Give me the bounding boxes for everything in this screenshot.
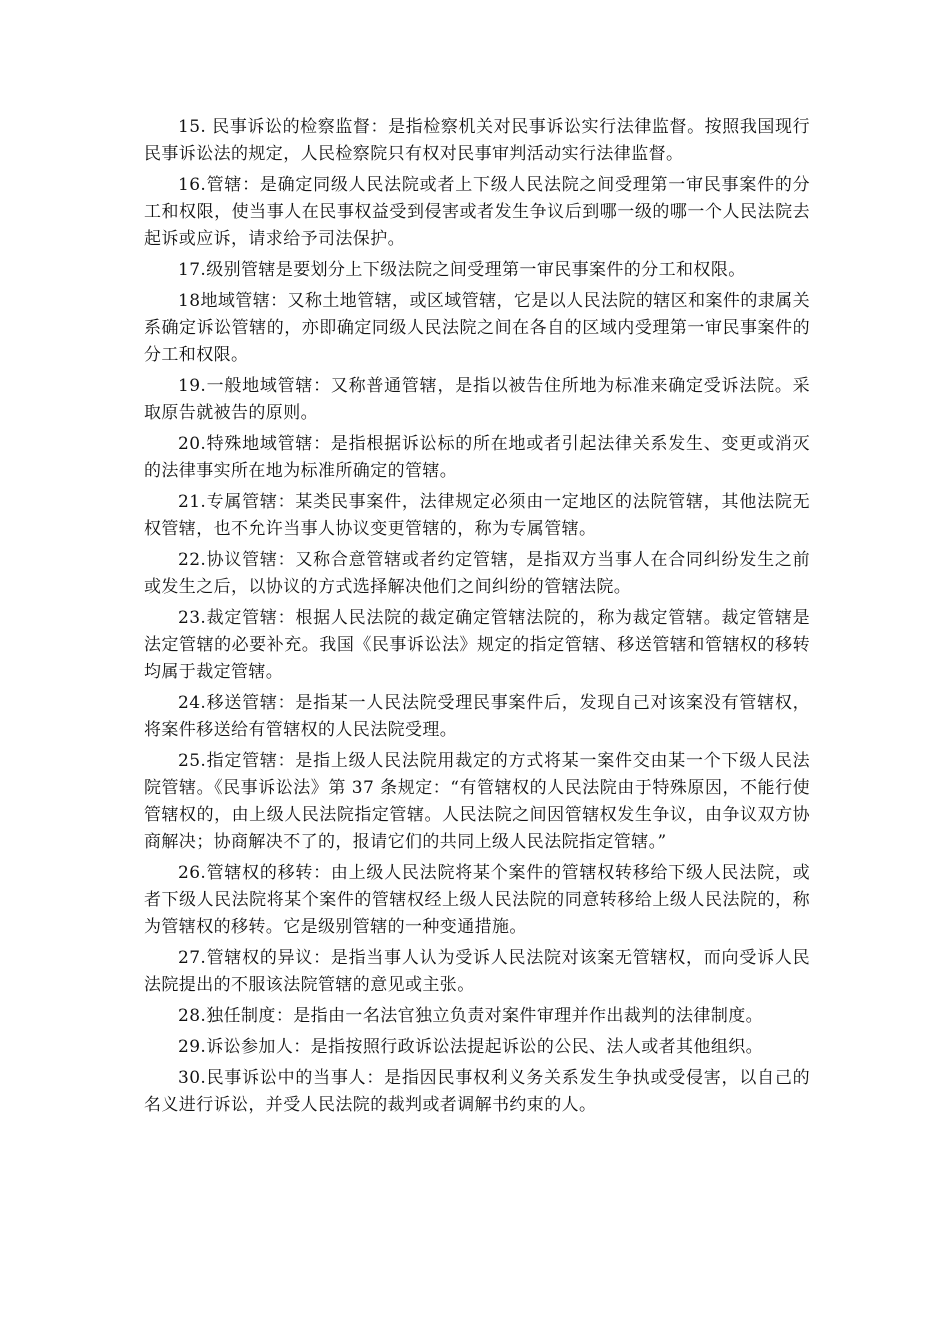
paragraph-19: 19.一般地域管辖：又称普通管辖，是指以被告住所地为标准来确定受诉法院。采取原告就被告的原则。 [144, 376, 810, 423]
paragraph-17: 17.级别管辖是要划分上下级法院之间受理第一审民事案件的分工和权限。 [178, 260, 746, 280]
paragraph-23: 23.裁定管辖：根据人民法院的裁定确定管辖法院的，称为裁定管辖。裁定管辖是法定管辖的必要补充。我国《民事诉讼法》规定的指定管辖、移送管辖和管辖权的移转均属于裁定管辖。 [144, 608, 810, 682]
paragraph-16: 16.管辖：是确定同级人民法院或者上下级人民法院之间受理第一审民事案件的分工和权限，使当事人在民事权益受到侵害或者发生争议后到哪一级的哪一个人民法院去起诉或应诉，请求给予司法保护。 [144, 175, 810, 249]
paragraph-25: 25.指定管辖：是指上级人民法院用裁定的方式将某一案件交由某一个下级人民法院管辖。《民事诉讼法》第 37 条规定：“有管辖权的人民法院由于特殊原因，不能行使管辖权的，由上级人民法院指定管辖。人民法院之间因管辖权发生争议，由争议双方协商解决；协商解决不了的，报请它们的共同上级人民法院指定管辖。” [144, 751, 810, 852]
paragraph-28: 28.独任制度：是指由一名法官独立负责对案件审理并作出裁判的法律制度。 [178, 1006, 764, 1026]
paragraph-26: 26.管辖权的移转：由上级人民法院将某个案件的管辖权转移给下级人民法院，或者下级人民法院将某个案件的管辖权经上级人民法院的同意转移给上级人民法院的，称为管辖权的移转。它是级别管辖的一种变通措施。 [144, 863, 810, 937]
paragraph-21: 21.专属管辖：某类民事案件，法律规定必须由一定地区的法院管辖，其他法院无权管辖，也不允许当事人协议变更管辖的，称为专属管辖。 [144, 492, 810, 539]
paragraph-24: 24.移送管辖：是指某一人民法院受理民事案件后，发现自己对该案没有管辖权，将案件移送给有管辖权的人民法院受理。 [144, 693, 810, 740]
paragraph-18: 18地域管辖：又称土地管辖，或区域管辖，它是以人民法院的辖区和案件的隶属关系确定诉讼管辖的，亦即确定同级人民法院之间在各自的区域内受理第一审民事案件的分工和权限。 [144, 291, 810, 365]
paragraph-29: 29.诉讼参加人：是指按照行政诉讼法提起诉讼的公民、法人或者其他组织。 [178, 1037, 764, 1057]
paragraph-15: 15. 民事诉讼的检察监督：是指检察机关对民事诉讼实行法律监督。按照我国现行民事诉讼法的规定，人民检察院只有权对民事审判活动实行法律监督。 [144, 117, 810, 164]
paragraph-27: 27.管辖权的异议：是指当事人认为受诉人民法院对该案无管辖权，而向受诉人民法院提出的不服该法院管辖的意见或主张。 [144, 948, 810, 995]
document-body [144, 114, 810, 1123]
paragraph-22: 22.协议管辖：又称合意管辖或者约定管辖，是指双方当事人在合同纠纷发生之前或发生之后，以协议的方式选择解决他们之间纠纷的管辖法院。 [144, 550, 810, 597]
paragraph-30: 30.民事诉讼中的当事人：是指因民事权利义务关系发生争执或受侵害，以自己的名义进行诉讼，并受人民法院的裁判或者调解书约束的人。 [144, 1068, 810, 1115]
paragraph-20: 20.特殊地域管辖：是指根据诉讼标的所在地或者引起法律关系发生、变更或消灭的法律事实所在地为标准所确定的管辖。 [144, 434, 810, 481]
